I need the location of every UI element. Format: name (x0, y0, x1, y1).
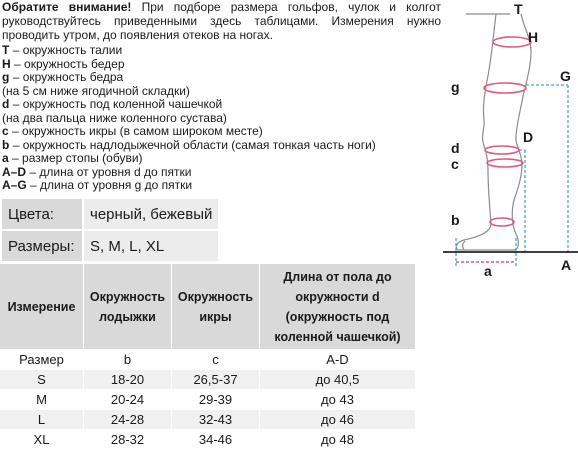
legend-key: b (2, 137, 10, 152)
legend-text: – окружность икры (в самом широком месте) (12, 124, 263, 138)
table-cell: до 43 (260, 390, 415, 409)
label-H: H (528, 29, 539, 45)
measurement-legend (2, 44, 376, 193)
table-cell: L (0, 410, 83, 429)
table-cell: Размер (0, 350, 83, 369)
legend-key: H (2, 56, 11, 71)
leg-measurement-diagram (440, 0, 578, 285)
leg-outline (456, 14, 534, 250)
product-info-table (2, 199, 218, 261)
size-table (0, 264, 415, 449)
label-D: D (523, 129, 534, 145)
legend-text: – длина от уровня d до пятки (29, 164, 192, 179)
legend-key: g (2, 70, 10, 84)
legend-text: (на 5 см ниже ягодичной складки) (2, 83, 190, 98)
legend-text: – окружность бедер (14, 56, 125, 71)
legend-item-H (2, 58, 376, 72)
legend-item-b (2, 139, 376, 153)
legend-key: T (2, 43, 10, 57)
legend-key: d (2, 97, 10, 111)
legend-text: (на два пальца ниже коленного сустава) (2, 110, 227, 125)
label-c: c (451, 156, 459, 172)
notice-paragraph (2, 0, 441, 42)
table-cell: 32-43 (172, 410, 259, 429)
table-cell: до 48 (260, 430, 415, 449)
legend-item-a-d (2, 166, 376, 180)
label-A: A (561, 257, 572, 273)
legend-text: – окружность надлодыжечной области (самая тонкая часть ноги) (12, 137, 376, 152)
label-G: G (560, 68, 571, 84)
table-cell: 20-24 (84, 390, 171, 409)
legend-item-d (2, 98, 376, 112)
table-cell: XL (0, 430, 83, 449)
table-cell: c (172, 350, 259, 369)
table-cell: S (0, 370, 83, 389)
sizes-value: S, M, L, XL (84, 231, 218, 261)
label-a: a (484, 263, 492, 279)
table-cell: M (0, 390, 83, 409)
table-cell: 29-39 (172, 390, 259, 409)
legend-text: – окружность под коленной чашечкой (12, 97, 223, 111)
header-length: Длина от пола до окружности d (окружность под коленной чашечкой) (260, 264, 415, 349)
table-cell: до 40,5 (260, 370, 415, 389)
sizes-label: Размеры: (2, 231, 82, 261)
header-measurement: Измерение (0, 264, 83, 349)
label-T: T (514, 1, 523, 17)
table-cell: 24-28 (84, 410, 171, 429)
table-cell: 18-20 (84, 370, 171, 389)
label-b: b (451, 212, 460, 228)
table-cell: до 46 (260, 410, 415, 429)
legend-item-c (2, 125, 376, 139)
legend-text: – окружность талии (12, 43, 123, 57)
colors-label: Цвета: (2, 199, 82, 229)
table-cell: 26,5-37 (172, 370, 259, 389)
legend-key: A–D (2, 164, 27, 179)
label-g: g (451, 79, 460, 95)
legend-text: – длина от уровня g до пятки (30, 178, 193, 192)
legend-text: – окружность бедра (12, 70, 124, 84)
label-d: d (451, 140, 460, 156)
header-calf: Окружность икры (172, 264, 259, 349)
legend-note-d (2, 112, 376, 126)
colors-value: черный, бежевый (84, 199, 218, 229)
legend-text: – размер стопы (обуви) (12, 151, 143, 165)
table-cell: A-D (260, 350, 415, 369)
notice-text: При подборе размера гольфов, чулок и колгот руководствуйтесь приведенными здесь таблицами. Измерения нужно проводить утром, до появления отеков на ногах. (2, 0, 441, 42)
header-ankle: Окружность лодыжки (84, 264, 171, 349)
table-cell: b (84, 350, 171, 369)
table-cell: 28-32 (84, 430, 171, 449)
legend-item-T (2, 44, 376, 58)
legend-note-g (2, 85, 376, 99)
legend-item-g (2, 71, 376, 85)
legend-item-a (2, 152, 376, 166)
legend-key: a (2, 151, 9, 165)
table-cell: 34-46 (172, 430, 259, 449)
legend-key: A–G (2, 178, 27, 192)
legend-item-a-g (2, 179, 376, 193)
notice-heading: Обратите внимание! (2, 0, 132, 14)
legend-key: c (2, 124, 9, 138)
